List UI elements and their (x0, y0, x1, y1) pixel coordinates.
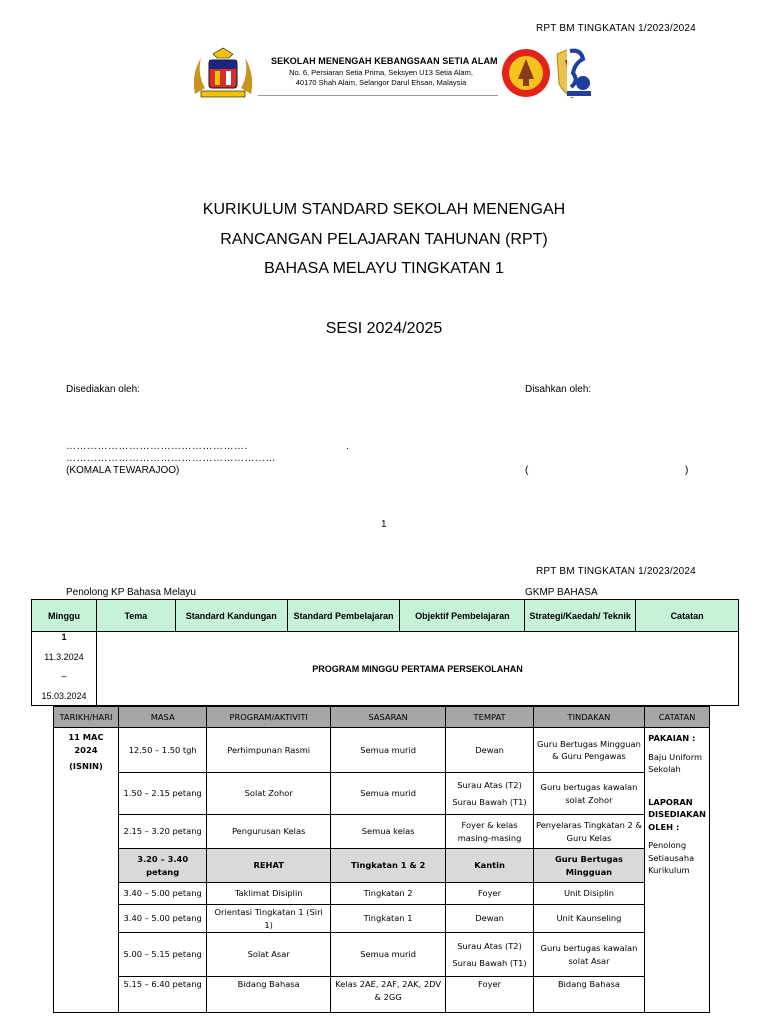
table-row (54, 728, 710, 773)
doc-title-line2: RANCANGAN PELAJARAN TAHUNAN (RPT) (220, 231, 548, 248)
school-address-line2: 40170 Shah Alam, Selangor Darul Ehsan, Malaysia (295, 78, 467, 87)
table-row-rehat (54, 849, 710, 883)
row-sasaran: Tingkatan 1 & 2 (330, 849, 445, 883)
plan-header-minggu: Minggu (32, 600, 97, 632)
row-tempat: Dewan (446, 905, 533, 933)
sched-header-tempat: TEMPAT (446, 707, 533, 728)
row-program: Pengurusan Kelas (207, 815, 331, 849)
row-sasaran: Tingkatan 1 (330, 905, 445, 933)
sekolah-cemerlang-25-icon (567, 47, 591, 102)
approver-open-paren: ( (525, 465, 529, 476)
week-date-dash: – (61, 671, 67, 681)
row-sasaran: Semua murid (330, 933, 445, 977)
row-tempat-line2: Surau Bawah (T1) (452, 958, 527, 968)
week-cell (32, 632, 97, 706)
schedule-header-row (54, 707, 710, 728)
signature-dots-1: ……………………………………………. . (66, 441, 350, 452)
approved-by-label: Disahkan oleh: (525, 384, 592, 395)
sched-header-catatan: CATATAN (645, 707, 710, 728)
row-tempat: Foyer & kelas masing-masing (446, 815, 533, 849)
school-name: SEKOLAH MENENGAH KEBANGSAAN SETIA ALAM (271, 56, 498, 66)
table-row (54, 773, 710, 815)
table-row (54, 977, 710, 1013)
row-tindakan: Guru Bertugas Mingguan & Guru Pengawas (533, 728, 644, 773)
row-sasaran: Semua murid (330, 728, 445, 773)
row-tempat-line1: Surau Atas (T2) (457, 779, 522, 790)
sched-header-tarikh: TARIKH/HARI (54, 707, 119, 728)
page2-header-code: RPT BM TINGKATAN 1/2023/2024 (536, 566, 696, 577)
row-sasaran: Semua kelas (330, 815, 445, 849)
school-address-line1: No. 6, Persiaran Setia Prima, Seksyen U13 Setia Alam, (289, 68, 473, 77)
row-tindakan: Penyelaras Tingkatan 2 & Guru Kelas (533, 815, 644, 849)
row-masa: 5.15 – 6.40 petang (118, 977, 206, 1013)
week-number: 1 (61, 632, 67, 642)
row-masa: 3.40 – 5.00 petang (118, 883, 206, 905)
table-row (54, 933, 710, 977)
row-program: Perhimpunan Rasmi (207, 728, 331, 773)
laporan-label: LAPORAN DISEDIAKAN OLEH : (648, 796, 706, 832)
row-program: Solat Zohor (207, 773, 331, 815)
doc-title-line3: BAHASA MELAYU TINGKATAN 1 (264, 260, 504, 277)
page-number: 1 (381, 519, 387, 530)
row-program: REHAT (207, 849, 331, 883)
row-tindakan: Guru bertugas kawalan solat Zohor (533, 773, 644, 815)
row-tempat (446, 933, 533, 977)
row-tindakan: Bidang Bahasa (533, 977, 644, 1013)
left-role: Penolong KP Bahasa Melayu (66, 587, 196, 598)
row-tindakan: Guru bertugas kawalan solat Asar (533, 933, 644, 977)
row-tindakan: Unit Kaunseling (533, 905, 644, 933)
row-tempat-line1: Surau Atas (T2) (457, 940, 522, 951)
preparer-name: (KOMALA TEWARAJOO) (66, 465, 180, 476)
plan-header-standard-pembelajaran: Standard Pembelajaran (287, 600, 400, 632)
table-row (54, 815, 710, 849)
row-tindakan: Guru Bertugas Mingguan (533, 849, 644, 883)
row-sasaran: Kelas 2AE, 2AF, 2AK, 2DV & 2GG (330, 977, 445, 1013)
school-address (266, 68, 496, 88)
tunas-emblem-icon (500, 47, 552, 104)
plan-header-tema: Tema (96, 600, 175, 632)
week-date-start: 11.3.2024 (44, 652, 84, 662)
row-program: Orientasi Tingkatan 1 (Siri 1) (207, 905, 331, 933)
row-masa: 3.20 – 3.40 petang (118, 849, 206, 883)
table-row (54, 905, 710, 933)
day-cell (54, 728, 119, 1013)
plan-header-objektif: Objektif Pembelajaran (400, 600, 525, 632)
row-program: Bidang Bahasa (207, 977, 331, 1013)
week-date-end: 15.03.2024 (41, 691, 87, 701)
plan-header-row (32, 600, 739, 632)
sched-header-tindakan: TINDAKAN (533, 707, 644, 728)
row-sasaran: Tingkatan 2 (330, 883, 445, 905)
coat-of-arms-icon (187, 44, 259, 105)
row-tempat: Kantin (446, 849, 533, 883)
row-masa: 3.40 – 5.00 petang (118, 905, 206, 933)
day-weekday: (ISNIN) (69, 761, 103, 771)
sched-header-masa: MASA (118, 707, 206, 728)
row-tindakan: Unit Disiplin (533, 883, 644, 905)
table-row (54, 883, 710, 905)
plan-table (31, 599, 739, 706)
plan-header-standard-kandungan: Standard Kandungan (175, 600, 287, 632)
row-tempat: Foyer (446, 883, 533, 905)
row-tempat-line2: Surau Bawah (T1) (452, 797, 527, 807)
page1-header-code: RPT BM TINGKATAN 1/2023/2024 (536, 23, 696, 34)
program-title: PROGRAM MINGGU PERTAMA PERSEKOLAHAN (96, 632, 738, 706)
laporan-value: Penolong Setiausaha Kurikulum (648, 840, 695, 875)
plan-header-catatan: Catatan (636, 600, 739, 632)
approver-close-paren: ) (685, 465, 689, 476)
day-date: 11 MAC 2024 (68, 732, 104, 755)
row-masa: 5.00 – 5.15 petang (118, 933, 206, 977)
row-sasaran: Semua murid (330, 773, 445, 815)
row-program: Taklimat Disiplin (207, 883, 331, 905)
row-program: Solat Asar (207, 933, 331, 977)
sched-header-program: PROGRAM/AKTIVITI (207, 707, 331, 728)
plan-header-strategi: Strategi/Kaedah/ Teknik (525, 600, 636, 632)
row-tempat: Foyer (446, 977, 533, 1013)
row-tempat: Dewan (446, 728, 533, 773)
signature-dots-2: …………………………………………………… (66, 453, 276, 464)
row-masa: 2.15 – 3.20 petang (118, 815, 206, 849)
right-role: GKMP BAHASA (525, 587, 598, 598)
pakaian-label: PAKAIAN : (648, 733, 696, 743)
session-title: SESI 2024/2025 (325, 320, 443, 337)
row-masa: 1.50 – 2.15 petang (118, 773, 206, 815)
row-tempat (446, 773, 533, 815)
sched-header-sasaran: SASARAN (330, 707, 445, 728)
catatan-cell (645, 728, 710, 1013)
week-row (32, 632, 739, 706)
prepared-by-label: Disediakan oleh: (66, 384, 140, 395)
schedule-table (53, 706, 710, 1013)
pakaian-value: Baju Uniform Sekolah (648, 751, 703, 774)
row-masa: 12.50 – 1.50 tgh (118, 728, 206, 773)
doc-title-line1: KURIKULUM STANDARD SEKOLAH MENENGAH (202, 201, 566, 218)
header-rule (258, 95, 498, 96)
